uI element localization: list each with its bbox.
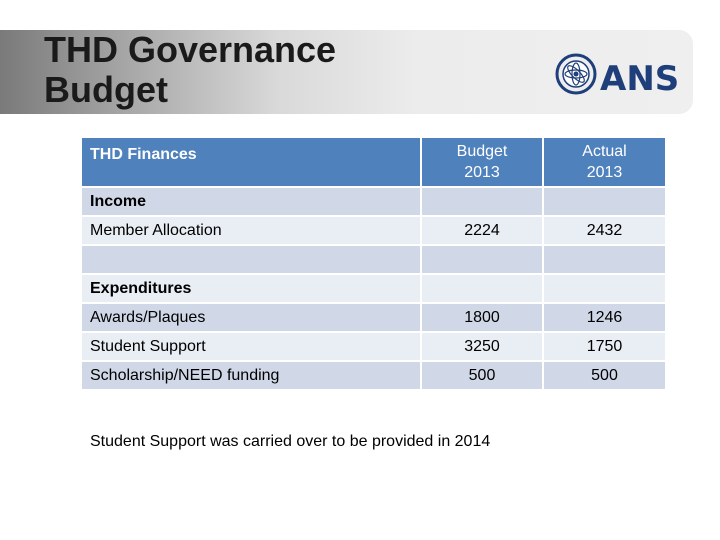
header-budget-line1: Budget	[456, 143, 508, 160]
footnote: Student Support was carried over to be provided in 2014	[90, 433, 491, 450]
header-actual-line2: 2013	[586, 164, 623, 181]
row-budget: 1800	[420, 304, 542, 333]
row-label: Expenditures	[82, 275, 420, 304]
header-actual-line1: Actual	[582, 143, 627, 160]
row-actual	[542, 275, 665, 304]
ans-logo-text: ANS	[600, 59, 680, 99]
row-budget	[420, 188, 542, 217]
row-actual	[542, 246, 665, 275]
ans-logo	[554, 52, 680, 99]
table-row	[82, 217, 665, 246]
table-row	[82, 333, 665, 362]
row-actual	[542, 188, 665, 217]
row-actual: 2432	[542, 217, 665, 246]
row-label	[82, 246, 420, 275]
header-finances: THD Finances	[82, 138, 420, 188]
row-label: Income	[82, 188, 420, 217]
row-budget: 3250	[420, 333, 542, 362]
table-row	[82, 246, 665, 275]
header-actual	[542, 138, 665, 188]
row-actual: 500	[542, 362, 665, 391]
row-label: Scholarship/NEED funding	[82, 362, 420, 391]
header-budget-line2: 2013	[464, 164, 500, 181]
row-budget: 2224	[420, 217, 542, 246]
finances-table	[82, 138, 665, 391]
row-actual: 1750	[542, 333, 665, 362]
table-row	[82, 304, 665, 333]
row-budget: 500	[420, 362, 542, 391]
table-row	[82, 362, 665, 391]
row-budget	[420, 246, 542, 275]
slide-title: THD Governance Budget	[44, 29, 337, 110]
table-header-row	[82, 138, 665, 188]
table-row	[82, 275, 665, 304]
row-budget	[420, 275, 542, 304]
table-row	[82, 188, 665, 217]
header-budget	[420, 138, 542, 188]
row-label: Student Support	[82, 333, 420, 362]
row-label: Awards/Plaques	[82, 304, 420, 333]
row-actual: 1246	[542, 304, 665, 333]
row-label: Member Allocation	[82, 217, 420, 246]
